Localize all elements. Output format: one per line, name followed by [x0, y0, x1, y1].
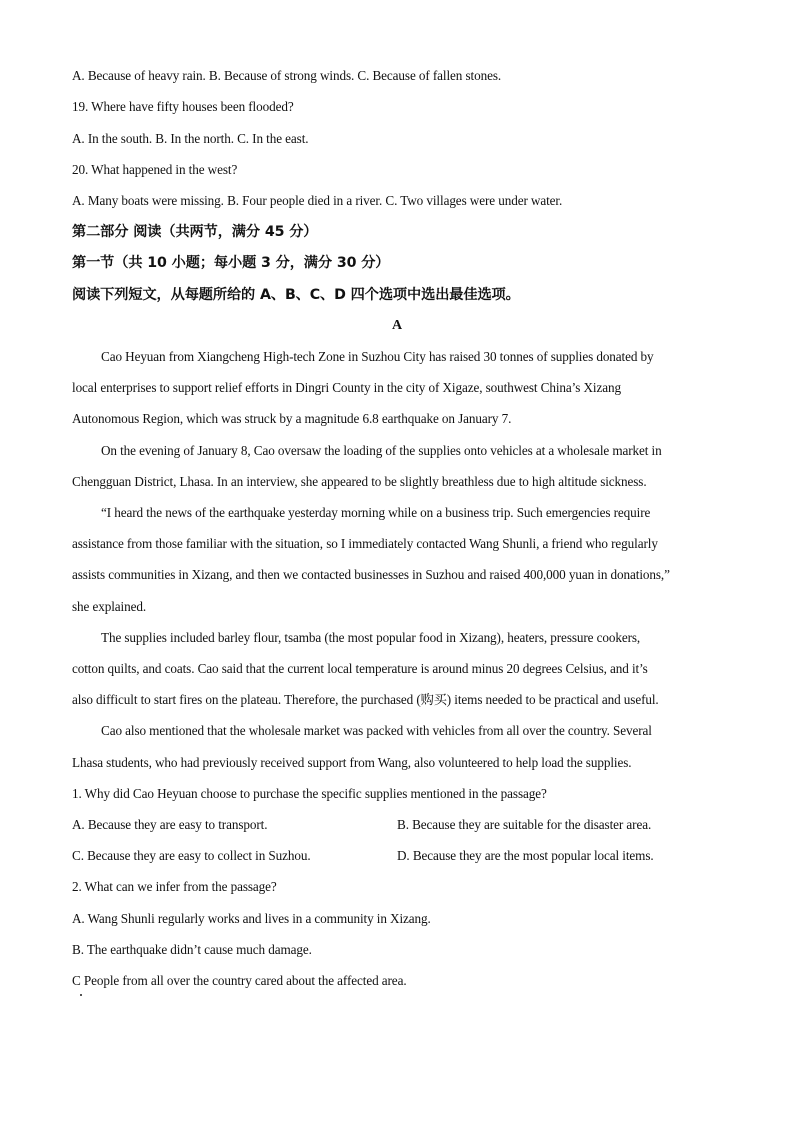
- q1-stem: 1. Why did Cao Heyuan choose to purchase the specific supplies mentioned in the passage?: [72, 786, 547, 801]
- passage-line: Cao Heyuan from Xiangcheng High-tech Zone in Suzhou City has raised 30 tonnes of supplies donated by: [101, 349, 654, 364]
- passage-line: The supplies included barley flour, tsamba (the most popular food in Xizang), heaters, pressure cookers,: [101, 630, 641, 645]
- part-heading: 第二部分 阅读（共两节，满分 45 分）: [72, 224, 318, 240]
- q20-options: A. Many boats were missing. B. Four people died in a river. C. Two villages were under water.: [72, 193, 563, 208]
- section-heading: 第一节（共 10 小题；每小题 3 分，满分 30 分）: [72, 255, 390, 271]
- q1-option-a: A. Because they are easy to transport.: [72, 817, 268, 832]
- q20-stem: 20. What happened in the west?: [72, 162, 238, 177]
- passage-line: local enterprises to support relief efforts in Dingri County in the city of Xigaze, southwest China’s Xizang: [72, 380, 621, 395]
- passage-line: “I heard the news of the earthquake yesterday morning while on a business trip. Such emergencies require: [101, 505, 651, 520]
- passage-line: Autonomous Region, which was struck by a magnitude 6.8 earthquake on January 7.: [72, 411, 512, 426]
- passage-line: Cao also mentioned that the wholesale market was packed with vehicles from all over the country. Several: [101, 723, 652, 738]
- q19-stem: 19. Where have fifty houses been flooded?: [72, 99, 294, 114]
- q1-option-c: C. Because they are easy to collect in Suzhou.: [72, 848, 311, 863]
- passage-line: cotton quilts, and coats. Cao said that the current local temperature is around minus 20 degrees Celsius, and it’s: [72, 661, 648, 676]
- passage-label: A: [391, 318, 402, 333]
- q19-options: A. In the south. B. In the north. C. In the east.: [72, 131, 309, 146]
- passage-line: Chengguan District, Lhasa. In an interview, she appeared to be slightly breathless due to high altitude sickness.: [72, 474, 647, 489]
- q1-option-b: B. Because they are suitable for the disaster area.: [397, 817, 652, 832]
- stray-dot: [80, 994, 82, 996]
- passage-line: she explained.: [72, 599, 147, 614]
- passage-line: also difficult to start fires on the plateau. Therefore, the purchased (购买) items needed to be practical and useful.: [72, 692, 659, 707]
- q2-stem: 2. What can we infer from the passage?: [72, 879, 277, 894]
- passage-line: Lhasa students, who had previously received support from Wang, also volunteered to help load the supplies.: [72, 755, 632, 770]
- q1-option-d: D. Because they are the most popular local items.: [397, 848, 654, 863]
- passage-line: assists communities in Xizang, and then we contacted businesses in Suzhou and raised 400,000 yuan in donations,”: [72, 567, 670, 582]
- q2-option-c: C People from all over the country cared about the affected area.: [72, 973, 407, 988]
- q2-option-b: B. The earthquake didn’t cause much damage.: [72, 942, 312, 957]
- instruction-text: 阅读下列短文，从每题所给的 A、B、C、D 四个选项中选出最佳选项。: [72, 287, 520, 303]
- q2-option-a: A. Wang Shunli regularly works and lives in a community in Xizang.: [72, 911, 431, 926]
- passage-line: assistance from those familiar with the situation, so I immediately contacted Wang Shunli, a friend who regularly: [72, 536, 658, 551]
- q18-options: A. Because of heavy rain. B. Because of strong winds. C. Because of fallen stones.: [72, 68, 502, 83]
- passage-line: On the evening of January 8, Cao oversaw the loading of the supplies onto vehicles at a wholesale market in: [101, 443, 662, 458]
